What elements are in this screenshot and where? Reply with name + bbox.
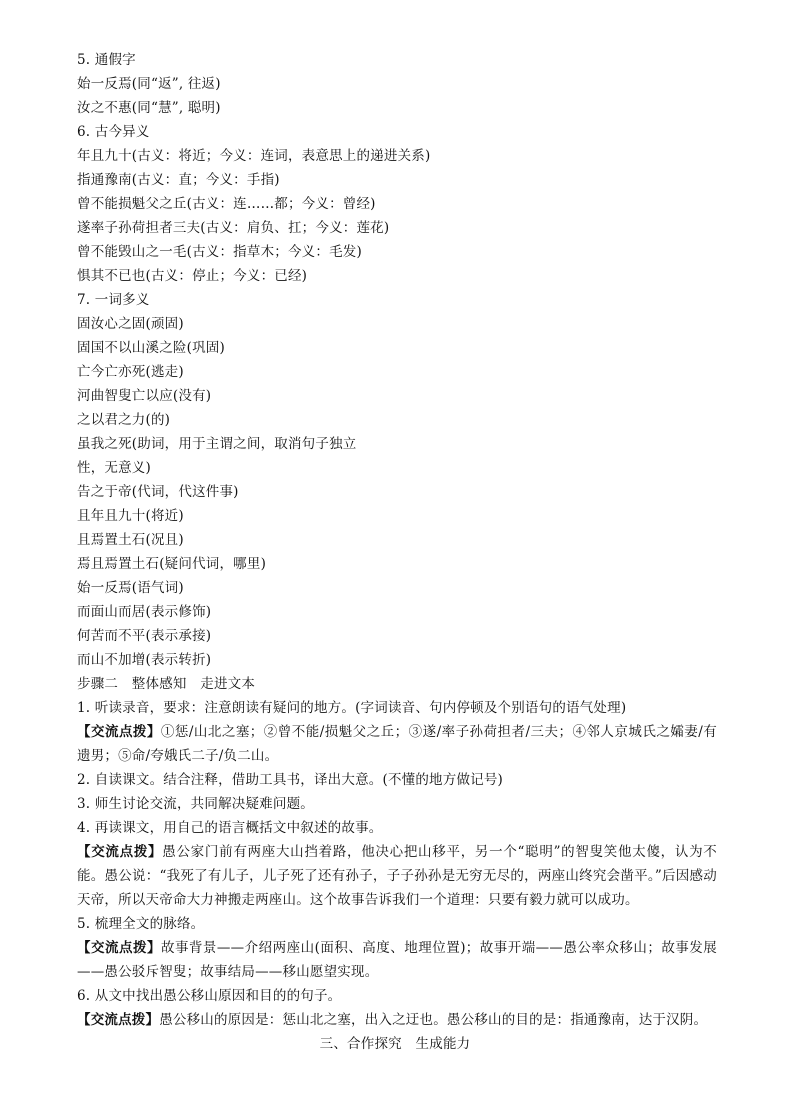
text-line: 固汝心之固(顽固) [77, 316, 184, 332]
step-5: 5. 梳理全文的脉络。 [77, 916, 205, 932]
heading-yici-duoyi: 7. 一词多义 [77, 292, 150, 308]
heading-gujin-yiyi: 6. 古今异义 [77, 124, 150, 140]
step-4: 4. 再读课文，用自己的语言概括文中叙述的故事。 [77, 820, 383, 836]
text-line: 曾不能损魁父之丘(古义：连……都；今义：曾经) [77, 196, 376, 212]
section-heading: 三、合作探究 生成能力 [319, 1036, 471, 1052]
tip-tag: 【交流点拨】 [77, 724, 161, 740]
tip-paragraph-2 [77, 840, 717, 912]
step-3: 3. 师生讨论交流，共同解决疑难问题。 [77, 796, 314, 812]
tip-tag: 【交流点拨】 [77, 1012, 160, 1028]
step-1: 1. 听读录音，要求：注意朗读有疑问的地方。(字词读音、句内停顿及个别语句的语气处理) [77, 700, 627, 716]
tip-text: 故事背景——介绍两座山(面积、高度、地理位置)；故事开端——愚公率众移山；故事发展——愚公驳斥智叟；故事结局——移山愿望实现。 [77, 940, 717, 980]
tip-paragraph-3 [77, 936, 717, 984]
heading-tongjiazi: 5. 通假字 [77, 52, 136, 68]
text-line: 亡今亡亦死(逃走) [77, 364, 184, 380]
text-line: 告之于帝(代词，代这件事) [77, 484, 239, 500]
text-line: 惧其不已也(古义：停止；今义：已经) [77, 268, 308, 284]
text-line: 且焉置土石(况且) [77, 532, 184, 548]
tip-text: 愚公移山的原因是：惩山北之塞，出入之迂也。愚公移山的目的是：指通豫南，达于汉阴。 [159, 1012, 708, 1028]
text-line: 固国不以山溪之险(巩固) [77, 340, 225, 356]
text-line: 始一反焉(语气词) [77, 580, 184, 596]
tip-text: 愚公家门前有两座大山挡着路，他决心把山移平，另一个“聪明”的智叟笑他太傻，认为不能。愚公说：“我死了有儿子，儿子死了还有孙子，子子孙孙是无穷无尽的，两座山终究会凿平。”后因感动天帝，所以天帝命大力神搬走两座山。这个故事告诉我们一个道理：只要有毅力就可以成功。 [77, 844, 717, 908]
tip-tag: 【交流点拨】 [77, 844, 163, 860]
text-line: 虽我之死(助词，用于主谓之间，取消句子独立 [77, 436, 357, 452]
tip-tag: 【交流点拨】 [77, 940, 161, 956]
text-line: 而面山而居(表示修饰) [77, 604, 212, 620]
text-line: 而山不加增(表示转折) [77, 652, 212, 668]
text-line: 焉且焉置土石(疑问代词，哪里) [77, 556, 267, 572]
text-line: 曾不能毁山之一毛(古义：指草木；今义：毛发) [77, 244, 362, 260]
text-line: 汝之不惠(同“慧”, 聪明) [77, 100, 221, 116]
tip-paragraph-4 [77, 1008, 717, 1032]
text-line: 遂率子孙荷担者三夫(古义：肩负、扛；今义：莲花) [77, 220, 390, 236]
text-line: 性，无意义) [77, 460, 151, 476]
text-line: 且年且九十(将近) [77, 508, 184, 524]
text-line: 河曲智叟亡以应(没有) [77, 388, 212, 404]
text-line: 指通豫南(古义：直；今义：手指) [77, 172, 280, 188]
text-line: 之以君之力(的) [77, 412, 171, 428]
step-heading: 步骤二 整体感知 走进文本 [77, 676, 256, 692]
step-6: 6. 从文中找出愚公移山原因和目的的句子。 [77, 988, 342, 1004]
tip-paragraph-1 [77, 720, 717, 768]
text-line: 年且九十(古义：将近；今义：连词，表意思上的递进关系) [77, 148, 431, 164]
step-2: 2. 自读课文。结合注释，借助工具书，译出大意。(不懂的地方做记号) [77, 772, 504, 788]
tip-text: ①惩/山北之塞；②曾不能/损魁父之丘；③遂/率子孙荷担者/三夫；④邻人京城氏之孀妻/有遗男；⑤命/夸娥氏二子/负二山。 [77, 724, 718, 764]
text-line: 何苦而不平(表示承接) [77, 628, 212, 644]
text-line: 始一反焉(同“返”, 往返) [77, 76, 221, 92]
